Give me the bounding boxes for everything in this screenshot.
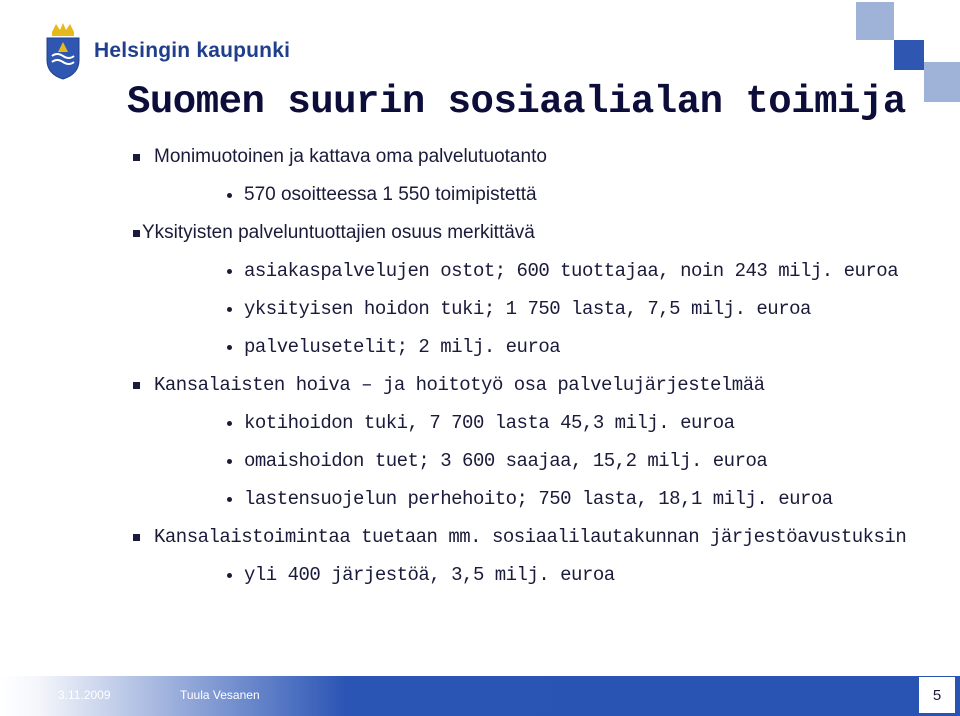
slide-title: Suomen suurin sosiaalialan toimija	[127, 80, 906, 124]
bullet-text: Kansalaisten hoiva – ja hoitotyö osa palvelujärjestelmää	[154, 374, 765, 396]
dot-bullet-icon	[227, 307, 232, 312]
bullet-item	[133, 526, 906, 548]
square-bullet-icon	[133, 534, 140, 541]
dot-bullet-icon	[227, 269, 232, 274]
brand-logo	[44, 22, 290, 80]
sub-bullet-item	[227, 336, 560, 358]
decor-square-light	[856, 2, 894, 40]
sub-bullet-item	[227, 450, 767, 472]
dot-bullet-icon	[227, 573, 232, 578]
bullet-item	[133, 146, 547, 168]
bullet-item	[133, 374, 765, 396]
footer-date: 3.11.2009	[58, 688, 111, 702]
square-bullet-icon	[133, 154, 140, 161]
dot-bullet-icon	[227, 459, 232, 464]
square-bullet-icon	[133, 382, 140, 389]
helsinki-crest-icon	[44, 22, 82, 80]
dot-bullet-icon	[227, 421, 232, 426]
decor-square-light	[924, 62, 960, 102]
bullet-text: yli 400 järjestöä, 3,5 milj. euroa	[244, 564, 615, 586]
brand-name: Helsingin kaupunki	[94, 39, 291, 62]
sub-bullet-item	[227, 564, 615, 586]
dot-bullet-icon	[227, 193, 232, 198]
sub-bullet-item	[227, 412, 735, 434]
footer-author: Tuula Vesanen	[180, 688, 260, 702]
sub-bullet-item	[227, 260, 898, 282]
bullet-text: omaishoidon tuet; 3 600 saajaa, 15,2 milj. euroa	[244, 450, 768, 472]
bullet-text: kotihoidon tuki, 7 700 lasta 45,3 milj. euroa	[244, 412, 735, 434]
square-bullet-icon	[133, 230, 140, 237]
decor-square-dark	[894, 40, 924, 70]
bullet-item	[133, 222, 535, 244]
sub-bullet-item	[227, 184, 537, 206]
footer-bar	[0, 676, 960, 716]
bullet-text: palvelusetelit; 2 milj. euroa	[244, 336, 561, 358]
bullet-text: 570 osoitteessa 1 550 toimipistettä	[244, 184, 537, 205]
bullet-text: Monimuotoinen ja kattava oma palvelutuotanto	[154, 146, 547, 167]
bullet-text: asiakaspalvelujen ostot; 600 tuottajaa, noin 243 milj. euroa	[244, 260, 899, 282]
dot-bullet-icon	[227, 497, 232, 502]
dot-bullet-icon	[227, 345, 232, 350]
sub-bullet-item	[227, 298, 811, 320]
bullet-text: lastensuojelun perhehoito; 750 lasta, 18,1 milj. euroa	[244, 488, 833, 510]
sub-bullet-item	[227, 488, 833, 510]
bullet-text: yksityisen hoidon tuki; 1 750 lasta, 7,5 milj. euroa	[244, 298, 811, 320]
bullet-text: Yksityisten palveluntuottajien osuus merkittävä	[142, 222, 535, 243]
bullet-text: Kansalaistoimintaa tuetaan mm. sosiaalilautakunnan järjestöavustuksin	[154, 526, 907, 548]
page-number: 5	[918, 676, 956, 714]
